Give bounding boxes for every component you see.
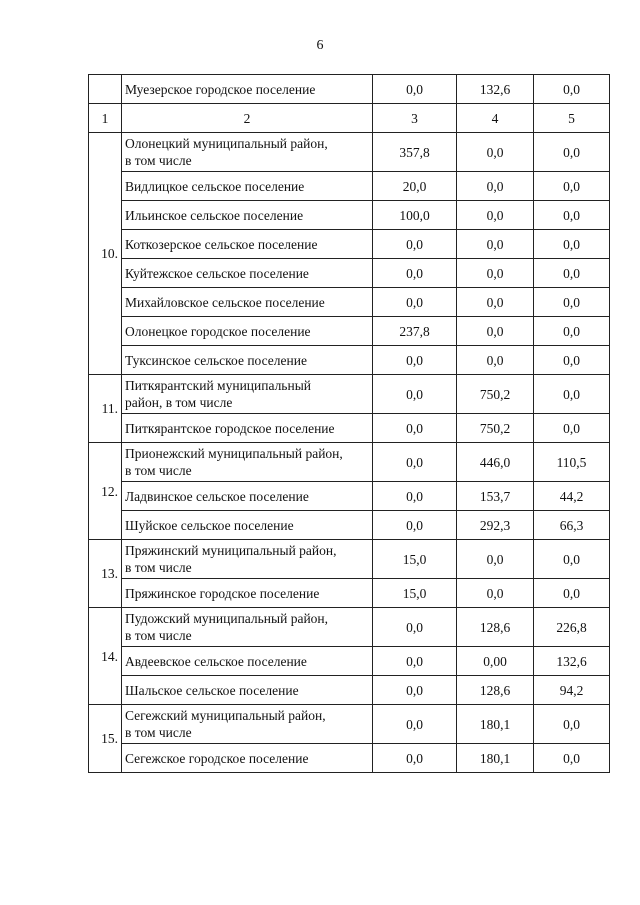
value-col-4: 180,1 xyxy=(457,705,534,744)
page-number: 6 xyxy=(316,38,324,53)
name-line: Куйтежское сельское поселение xyxy=(125,265,309,281)
row-number: 15. xyxy=(89,705,122,773)
settlement-row xyxy=(89,201,610,230)
name-line: в том числе xyxy=(125,725,192,740)
value-col-4: 292,3 xyxy=(457,511,534,540)
name-line: в том числе xyxy=(125,628,192,643)
value-col-5: 0,0 xyxy=(534,346,610,375)
column-number-1: 1 xyxy=(89,104,122,133)
value-col-5: 0,0 xyxy=(534,414,610,443)
name-line: Шальское сельское поселение xyxy=(125,682,299,698)
value-col-3: 0,0 xyxy=(373,375,457,414)
column-number-3: 3 xyxy=(373,104,457,133)
settlement-row xyxy=(89,230,610,259)
value-col-4: 0,0 xyxy=(457,579,534,608)
name-line: Питкярантское городское поселение xyxy=(125,420,335,436)
value-col-3: 0,0 xyxy=(373,511,457,540)
column-number-row xyxy=(89,104,610,133)
value-col-5: 0,0 xyxy=(534,288,610,317)
district-name xyxy=(122,540,373,579)
value-col-3: 0,0 xyxy=(373,230,457,259)
settlement-name: Муезерское городское поселение xyxy=(122,75,373,104)
settlement-name xyxy=(122,317,373,346)
settlement-name xyxy=(122,482,373,511)
value-col-4: 0,0 xyxy=(457,288,534,317)
value-col-3: 0,0 xyxy=(373,608,457,647)
row-number: 11. xyxy=(89,375,122,443)
name-line: Видлицкое сельское поселение xyxy=(125,178,305,194)
value-col-4: 153,7 xyxy=(457,482,534,511)
value-col-3: 0,0 xyxy=(373,443,457,482)
value-col-4: 0,0 xyxy=(457,172,534,201)
settlement-row xyxy=(89,172,610,201)
district-name xyxy=(122,608,373,647)
value-col-4: 0,0 xyxy=(457,317,534,346)
settlement-name xyxy=(122,511,373,540)
name-line: район, в том числе xyxy=(125,395,233,410)
settlement-row xyxy=(89,511,610,540)
name-line: Пряжинский муниципальный район, xyxy=(125,543,337,558)
value-col-4: 128,6 xyxy=(457,676,534,705)
value-col-4: 0,0 xyxy=(457,346,534,375)
row-number: 14. xyxy=(89,608,122,705)
settlement-row xyxy=(89,482,610,511)
carry-over-row xyxy=(89,75,610,104)
value-col-3: 15,0 xyxy=(373,540,457,579)
value-col-3: 237,8 xyxy=(373,317,457,346)
settlement-row xyxy=(89,744,610,773)
name-line: в том числе xyxy=(125,463,192,478)
name-line: Сегежское городское поселение xyxy=(125,750,309,766)
column-number-5: 5 xyxy=(534,104,610,133)
row-number-cell xyxy=(89,75,122,104)
name-line: Михайловское сельское поселение xyxy=(125,294,325,310)
row-number: 12. xyxy=(89,443,122,540)
name-line: Ладвинское сельское поселение xyxy=(125,488,309,504)
value-col-3: 0,0 xyxy=(373,705,457,744)
settlement-name xyxy=(122,259,373,288)
value-col-5: 0,0 xyxy=(534,259,610,288)
value-col-3: 357,8 xyxy=(373,133,457,172)
column-number-4: 4 xyxy=(457,104,534,133)
settlement-name xyxy=(122,676,373,705)
district-row xyxy=(89,608,610,647)
value-col-5: 132,6 xyxy=(534,647,610,676)
district-name xyxy=(122,375,373,414)
name-line: Коткозерское сельское поселение xyxy=(125,236,318,252)
district-name xyxy=(122,443,373,482)
value-col-3: 0,0 xyxy=(373,744,457,773)
district-row xyxy=(89,375,610,414)
settlement-name xyxy=(122,172,373,201)
value-col-4: 750,2 xyxy=(457,375,534,414)
name-line: Ильинское сельское поселение xyxy=(125,207,304,223)
settlement-name xyxy=(122,414,373,443)
value-col-3: 0,0 xyxy=(373,75,457,104)
value-col-3: 0,0 xyxy=(373,647,457,676)
name-line: Сегежский муниципальный район, xyxy=(125,708,326,723)
value-col-4: 128,6 xyxy=(457,608,534,647)
value-col-5: 0,0 xyxy=(534,230,610,259)
district-row xyxy=(89,705,610,744)
value-col-5: 110,5 xyxy=(534,443,610,482)
settlement-name xyxy=(122,647,373,676)
name-line: Олонецкий муниципальный район, xyxy=(125,136,328,151)
budget-table xyxy=(88,74,610,773)
value-col-3: 0,0 xyxy=(373,482,457,511)
value-col-3: 0,0 xyxy=(373,288,457,317)
settlement-row xyxy=(89,579,610,608)
settlement-name xyxy=(122,744,373,773)
value-col-3: 0,0 xyxy=(373,346,457,375)
row-number: 13. xyxy=(89,540,122,608)
name-line: Шуйское сельское поселение xyxy=(125,517,294,533)
district-row xyxy=(89,443,610,482)
name-line: Питкярантский муниципальный xyxy=(125,378,311,393)
value-col-4: 132,6 xyxy=(457,75,534,104)
settlement-row xyxy=(89,259,610,288)
value-col-5: 0,0 xyxy=(534,133,610,172)
name-line: Пудожский муниципальный район, xyxy=(125,611,329,626)
settlement-row xyxy=(89,288,610,317)
settlement-row xyxy=(89,676,610,705)
name-line: Прионежский муниципальный район, xyxy=(125,446,343,461)
name-line: Олонецкое городское поселение xyxy=(125,323,311,339)
settlement-name xyxy=(122,579,373,608)
value-col-5: 94,2 xyxy=(534,676,610,705)
value-col-4: 446,0 xyxy=(457,443,534,482)
row-number: 10. xyxy=(89,133,122,375)
name-line: Пряжинское городское поселение xyxy=(125,585,320,601)
value-col-5: 0,0 xyxy=(534,744,610,773)
column-number-2: 2 xyxy=(122,104,373,133)
value-col-5: 0,0 xyxy=(534,579,610,608)
value-col-3: 0,0 xyxy=(373,676,457,705)
value-col-4: 750,2 xyxy=(457,414,534,443)
value-col-5: 0,0 xyxy=(534,540,610,579)
value-col-4: 0,0 xyxy=(457,133,534,172)
district-name xyxy=(122,133,373,172)
district-name xyxy=(122,705,373,744)
value-col-5: 0,0 xyxy=(534,317,610,346)
value-col-3: 20,0 xyxy=(373,172,457,201)
district-row xyxy=(89,133,610,172)
value-col-4: 180,1 xyxy=(457,744,534,773)
settlement-row xyxy=(89,414,610,443)
value-col-3: 0,0 xyxy=(373,414,457,443)
district-row xyxy=(89,540,610,579)
settlement-name xyxy=(122,230,373,259)
value-col-4: 0,0 xyxy=(457,230,534,259)
name-line: в том числе xyxy=(125,153,192,168)
value-col-4: 0,0 xyxy=(457,259,534,288)
name-line: в том числе xyxy=(125,560,192,575)
value-col-3: 100,0 xyxy=(373,201,457,230)
value-col-4: 0,00 xyxy=(457,647,534,676)
value-col-5: 66,3 xyxy=(534,511,610,540)
value-col-3: 15,0 xyxy=(373,579,457,608)
name-line: Авдеевское сельское поселение xyxy=(125,653,307,669)
value-col-5: 0,0 xyxy=(534,75,610,104)
settlement-row xyxy=(89,317,610,346)
value-col-5: 0,0 xyxy=(534,375,610,414)
value-col-5: 0,0 xyxy=(534,705,610,744)
settlement-name xyxy=(122,346,373,375)
value-col-5: 0,0 xyxy=(534,201,610,230)
table-body xyxy=(89,75,610,773)
settlement-name xyxy=(122,288,373,317)
settlement-row xyxy=(89,647,610,676)
value-col-5: 44,2 xyxy=(534,482,610,511)
settlement-row xyxy=(89,346,610,375)
value-col-5: 226,8 xyxy=(534,608,610,647)
value-col-4: 0,0 xyxy=(457,540,534,579)
value-col-4: 0,0 xyxy=(457,201,534,230)
value-col-5: 0,0 xyxy=(534,172,610,201)
value-col-3: 0,0 xyxy=(373,259,457,288)
settlement-name xyxy=(122,201,373,230)
name-line: Туксинское сельское поселение xyxy=(125,352,307,368)
